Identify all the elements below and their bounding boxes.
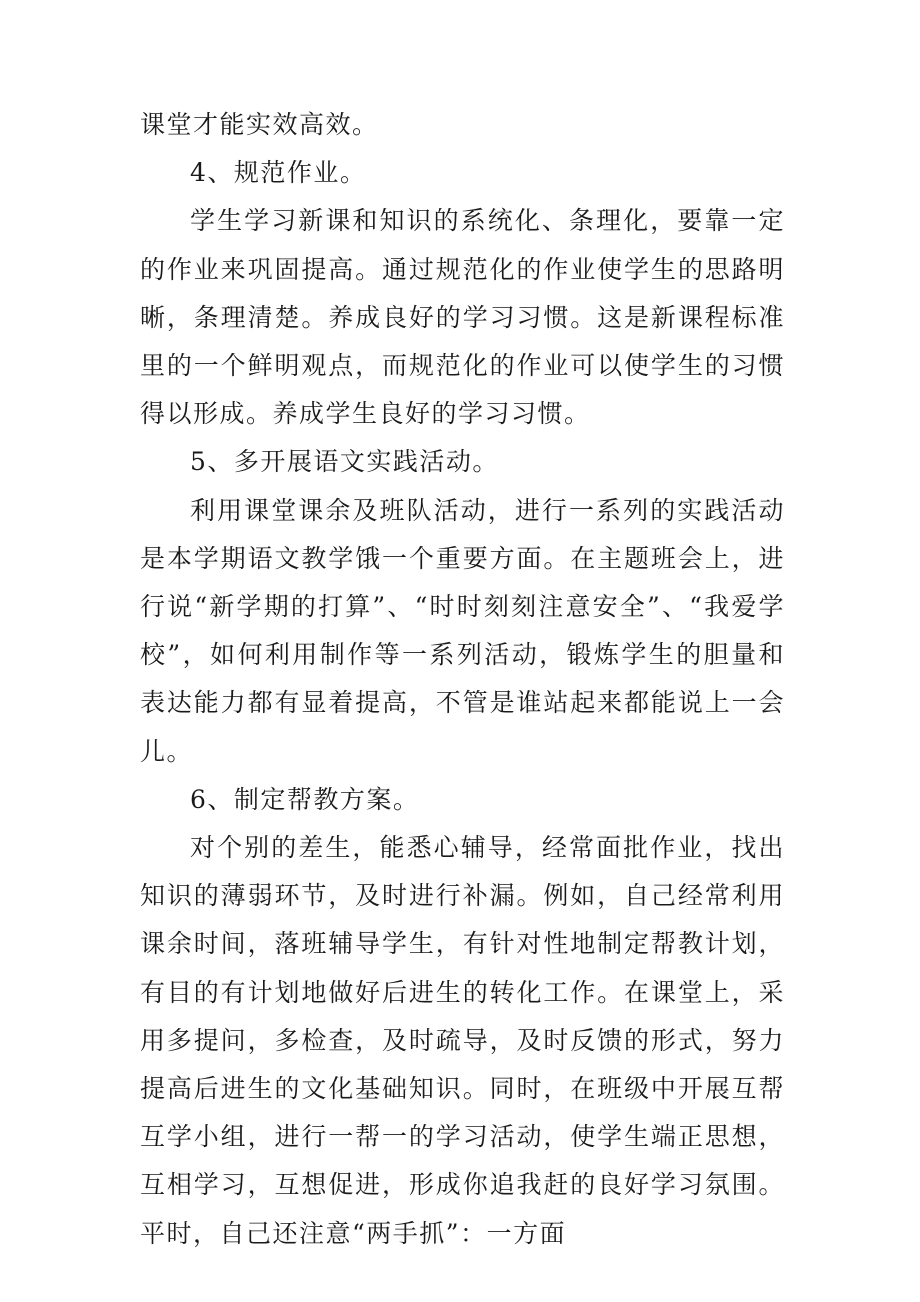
document-body [140,101,785,1258]
section-heading-5: 5、多开展语文实践活动。 [190,447,499,477]
continuation-paragraph: 课堂才能实效高效。 [140,110,379,139]
section-heading-6: 6、制定帮教方案。 [190,784,420,814]
body-paragraph-activities: 利用课堂课余及班队活动，进行一系列的实践活动是本学期语文教学饿一个重要方面。在主题班会上，进行说“新学期的打算”、“时时刻刻注意安全”、“我爱学校”，如何利用制作等一系列活动，锻炼学生的胆量和表达能力都有显着提高，不管是谁站起来都能说上一会儿。 [140,495,785,766]
section-heading-4: 4、规范作业。 [190,158,367,188]
body-paragraph-tutoring: 对个别的差生，能悉心辅导，经常面批作业，找出知识的薄弱环节，及时进行补漏。例如，自己经常利用课余时间，落班辅导学生，有针对性地制定帮教计划，有目的有计划地做好后进生的转化工作。在课堂上，采用多提问，多检查，及时疏导，及时反馈的形式，努力提高后进生的文化基础知识。同时，在班级中开展互帮互学小组，进行一帮一的学习活动，使学生端正思想，互相学习，互想促进，形成你追我赶的良好学习氛围。平时，自己还注意“两手抓”：一方面 [140,833,785,1248]
body-paragraph-homework: 学生学习新课和知识的系统化、条理化，要靠一定的作业来巩固提高。通过规范化的作业使学生的思路明晰，条理清楚。养成良好的学习习惯。这是新课程标准里的一个鲜明观点，而规范化的作业可以使学生的习惯得以形成。养成学生良好的学习习惯。 [140,206,785,429]
